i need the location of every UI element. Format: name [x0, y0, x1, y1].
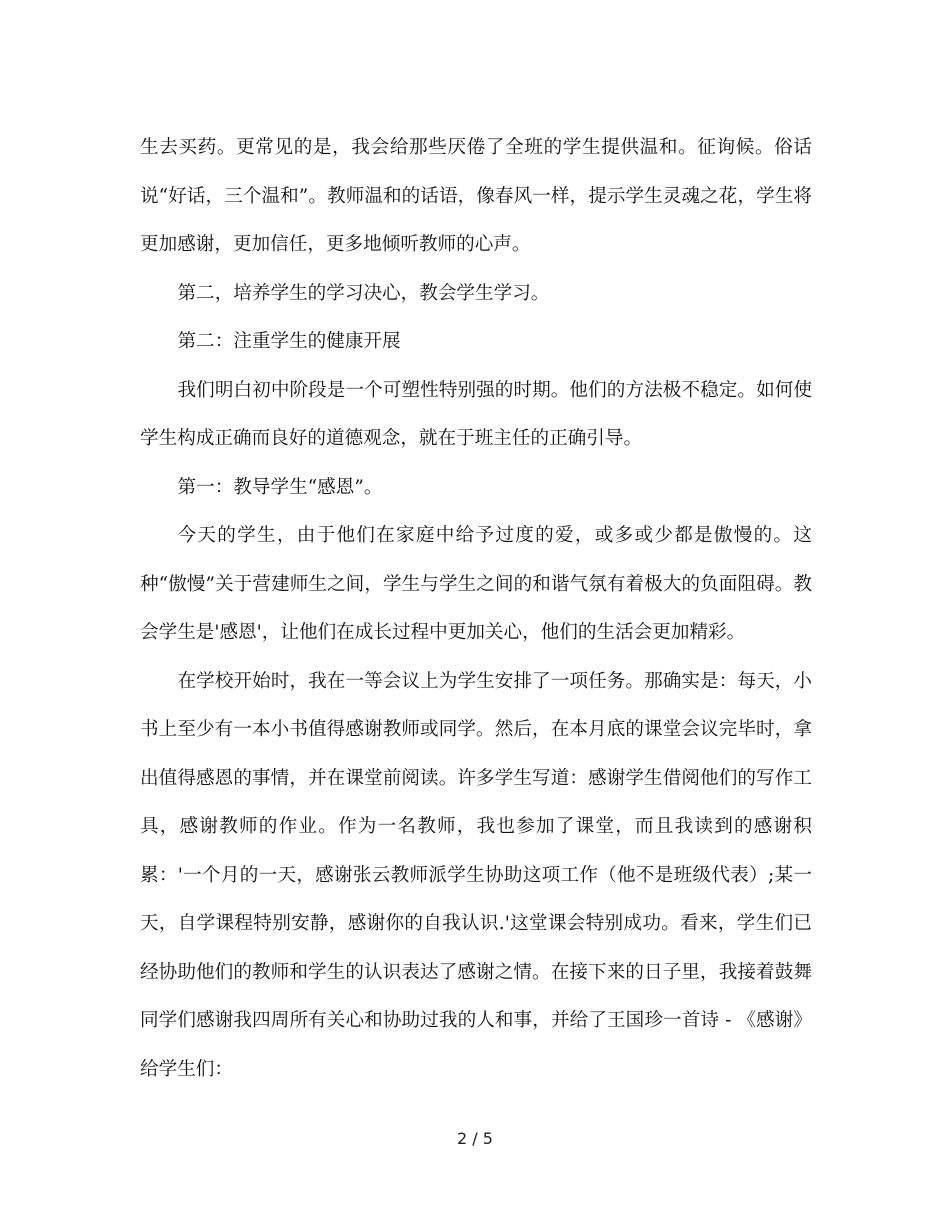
paragraph: 我们明白初中阶段是一个可塑性特别强的时期。他们的方法极不稳定。如何使学生构成正确而良好的道德观念，就在于班主任的正确引导。 — [140, 379, 812, 449]
paragraph: 今天的学生，由于他们在家庭中给予过度的爱，或多或少都是傲慢的。这种“傲慢”关于营建师生之间，学生与学生之间的和谐气氛有着极大的负面阻碍。教会学生是'感恩'，让他们在成长过程中更加关心，他们的生活会更加精彩。 — [140, 525, 812, 643]
paragraph: 在学校开始时，我在一等会议上为学生安排了一项任务。那确实是：每天，小书上至少有一本小书值得感谢教师或同学。然后，在本月底的课堂会议完毕时，拿出值得感恩的事情，并在课堂前阅读。许多学生写道：感谢学生借阅他们的写作工具，感谢教师的作业。作为一名教师，我也参加了课堂，而且我读到的感谢积累：'一个月的一天，感谢张云教师派学生协助这项工作（他不是班级代表）;某一天，自学课程特别安静，感谢你的自我认识.'这堂课会特别成功。看来，学生们已经协助他们的教师和学生的认识表达了感谢之情。在接下来的日子里，我接着鼓舞同学们感谢我四周所有关心和协助过我的人和事，并给了王国珍一首诗 - 《感谢》给学生们： — [140, 670, 812, 1080]
paragraph: 第一：教导学生“感恩”。 — [177, 476, 383, 498]
paragraph: 第二：注重学生的健康开展 — [177, 331, 401, 352]
body-text — [140, 124, 812, 1094]
page-number: 2 / 5 — [457, 1129, 493, 1148]
paragraph: 生去买药。更常见的是，我会给那些厌倦了全班的学生提供温和。征询候。俗话说“好话，三个温和”。教师温和的话语，像春风一样，提示学生灵魂之花，学生将更加感谢，更加信任，更多地倾听教师的心声。 — [140, 137, 812, 255]
paragraph: 第二，培养学生的学习决心，教会学生学习。 — [177, 282, 550, 304]
